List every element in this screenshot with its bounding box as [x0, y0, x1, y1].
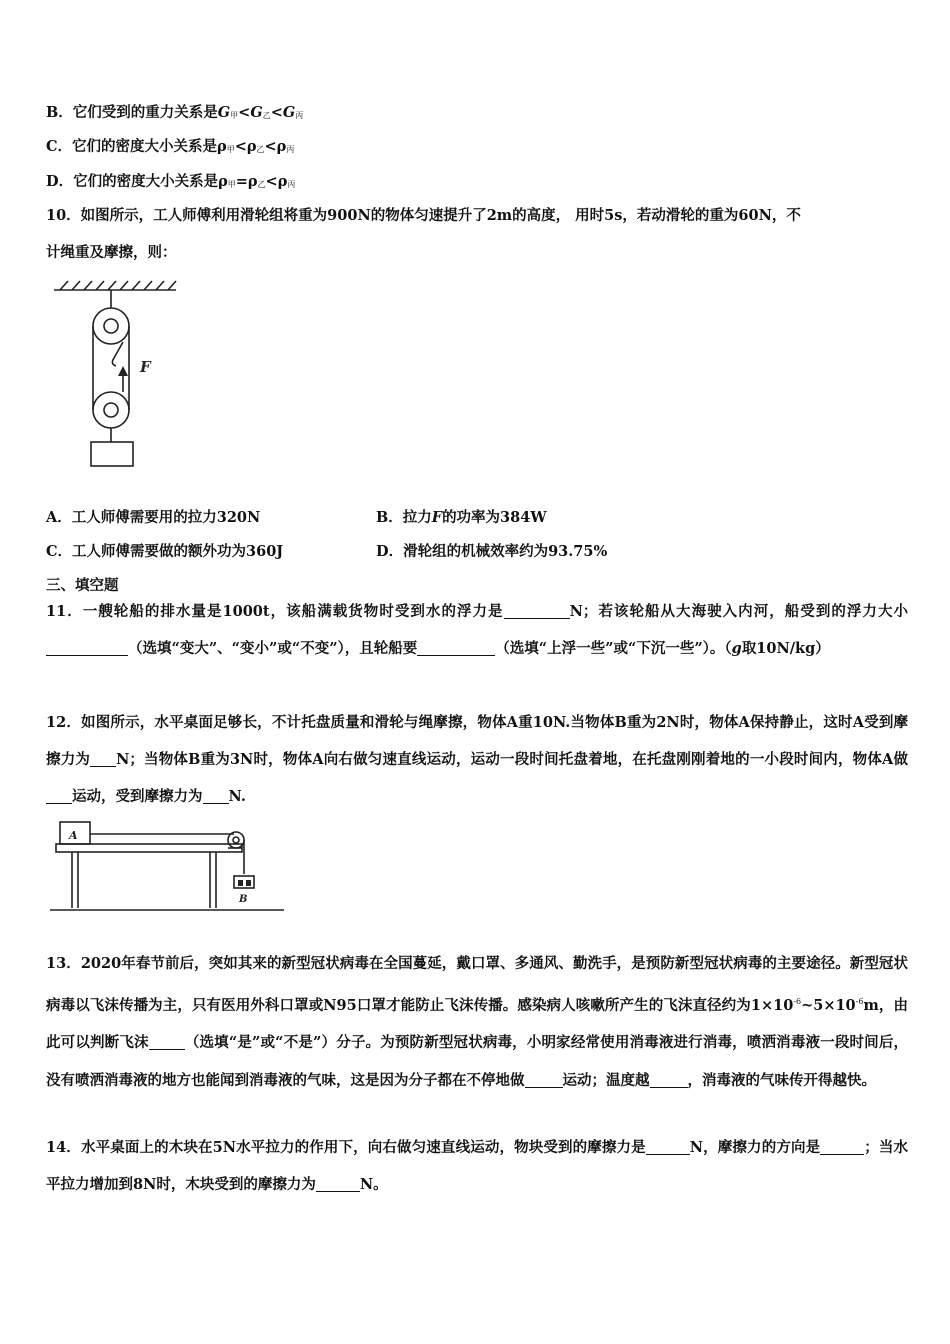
- q11-text: N；若该轮船从大海驶入内河，船受到的浮力大小: [569, 603, 908, 620]
- subscript: 丙: [287, 180, 296, 189]
- answer-blank[interactable]: [650, 1073, 688, 1088]
- relation: <: [270, 104, 283, 121]
- subscript: 丙: [295, 111, 304, 120]
- relation: =: [235, 173, 248, 190]
- q12-text: 运动，受到摩擦力为: [72, 788, 203, 805]
- q12: [46, 704, 908, 815]
- pulley-figure: [48, 278, 188, 473]
- weights: [238, 880, 251, 886]
- label-a: A: [69, 829, 78, 842]
- symbol: ρ: [277, 173, 288, 190]
- answer-blank[interactable]: [417, 641, 495, 656]
- q12-text: N.: [228, 788, 246, 805]
- q13-text: m，由此可以判断飞沫: [46, 996, 908, 1051]
- relation: <: [234, 138, 247, 155]
- fixed-pulley-hub: [104, 319, 118, 333]
- answer-blank[interactable]: [504, 604, 570, 619]
- symbol: G: [250, 104, 263, 121]
- answer-blank[interactable]: [820, 1140, 864, 1155]
- subscript: 乙: [262, 111, 271, 120]
- q12-text: N；当物体B重为3N时，物体A向右做匀速直线运动，运动一段时间托盘着地，在托盘刚刚着地的一小段时间内，物体A做: [116, 751, 909, 768]
- q14-text: N，摩擦力的方向是: [689, 1139, 821, 1156]
- q13-text: ~5×10: [801, 996, 856, 1014]
- q10-option-b: [376, 508, 547, 528]
- fixed-pulley: [93, 308, 129, 344]
- subscript: 甲: [227, 180, 236, 189]
- q13-text: 13．2020年春节前后，突如其来的新型冠状病毒在全国蔓延，戴口罩、多通风、勤洗手，是预防新型冠状病毒的主要途径。新型冠状病毒以飞沫传播为主，只有医用外科口罩或N95口罩才能防止飞沫传播。感染病人咳嗽所产生的飞沫直径约为1×10: [46, 955, 908, 1014]
- q12-text: 12．如图所示，水平桌面足够长，不计托盘质量和滑轮与绳摩擦，物体A重10N.当物体B重为2N时，物体A保持静止，这时A受到摩擦力为: [46, 714, 908, 768]
- q14-text: 14．水平桌面上的木块在5N水平拉力的作用下，向右做匀速直线运动，物块受到的摩擦力是: [46, 1139, 646, 1156]
- relation: <: [265, 173, 278, 190]
- answer-blank[interactable]: [46, 789, 72, 804]
- subscript: 甲: [230, 111, 239, 120]
- exponent: -6: [793, 996, 802, 1006]
- symbol: G: [217, 104, 231, 121]
- ceiling-hatch: [60, 281, 176, 290]
- rope-hook: [112, 342, 123, 366]
- force-arrow-head: [118, 366, 128, 376]
- table-pulley-figure: [50, 818, 290, 920]
- q13: [46, 945, 908, 1099]
- answer-blank[interactable]: [525, 1073, 563, 1088]
- answer-blank[interactable]: [149, 1035, 185, 1050]
- table-top: [56, 844, 242, 852]
- q13-text: （选填“是”或“不是”）分子。为预防新型冠状病毒，小明家经常使用消毒液进行消毒，喷洒消毒液一段时间后，没有喷洒消毒液的地方也能闻到消毒液的气味，这是因为分子都在不停地做: [46, 1034, 909, 1089]
- q11-text: （选填“上浮一些”或“下沉一些”）。（: [495, 640, 732, 657]
- q11-text: （选填“变大”、“变小”或“不变”），且轮船要: [128, 640, 418, 657]
- subscript: 乙: [256, 145, 265, 154]
- label-b: B: [239, 894, 248, 905]
- q11-text: 取10N/kg）: [741, 640, 830, 657]
- symbol: ρ: [217, 138, 227, 155]
- option-label: B．: [46, 104, 73, 121]
- q9-option-d: [46, 172, 295, 195]
- section-heading: 三、填空题: [46, 577, 119, 594]
- symbol: G: [282, 104, 296, 121]
- symbol: ρ: [247, 173, 258, 190]
- q10-option-a: A．工人师傅需要用的拉力320N: [46, 509, 261, 526]
- load-block: [91, 442, 133, 466]
- variable: F: [431, 509, 443, 526]
- q14-text: ；当水平拉力增加到8N时，木块受到的摩擦力为: [46, 1139, 908, 1193]
- q13-text: ，消毒液的气味传开得越快。: [687, 1071, 876, 1089]
- option-text: B．拉力: [376, 509, 432, 526]
- option-label: D．: [46, 173, 74, 190]
- option-text: 它们的密度大小关系是: [72, 138, 218, 155]
- answer-blank[interactable]: [46, 641, 128, 656]
- q11: [46, 593, 908, 667]
- q10-option-c: C．工人师傅需要做的额外功为360J: [46, 543, 284, 560]
- q10-stem-line1: 10．如图所示，工人师傅利用滑轮组将重为900N的物体匀速提升了2m的高度， 用时5s，若动滑轮的重为60N，不: [46, 207, 801, 224]
- answer-blank[interactable]: [90, 752, 116, 767]
- option-text: 它们的密度大小关系是: [73, 173, 219, 190]
- symbol: ρ: [218, 173, 228, 190]
- q13-text: 运动；温度越: [562, 1071, 650, 1089]
- subscript: 丙: [286, 145, 295, 154]
- answer-blank[interactable]: [316, 1177, 360, 1192]
- force-label: F: [140, 358, 151, 376]
- variable: g: [731, 640, 742, 657]
- option-text: 的功率为384W: [442, 509, 547, 526]
- answer-blank[interactable]: [646, 1140, 690, 1155]
- q10-stem-line2: 计绳重及摩擦，则：: [46, 244, 177, 261]
- symbol: ρ: [276, 138, 287, 155]
- pulley-axle: [233, 837, 239, 843]
- q11-text: 11．一艘轮船的排水量是1000t，该船满载货物时受到水的浮力是: [46, 603, 504, 620]
- subscript: 甲: [226, 145, 235, 154]
- subscript: 乙: [257, 180, 266, 189]
- relation: <: [238, 104, 251, 121]
- q14-text: N。: [359, 1176, 388, 1193]
- pulley-wheel: [228, 832, 244, 848]
- q9-option-b: [46, 103, 303, 126]
- relation: <: [264, 138, 277, 155]
- option-text: 它们受到的重力关系是: [72, 104, 218, 121]
- answer-blank[interactable]: [203, 789, 229, 804]
- option-label: C．: [46, 138, 73, 155]
- q14: [46, 1129, 908, 1203]
- symbol: ρ: [246, 138, 257, 155]
- q9-option-c: [46, 137, 294, 160]
- movable-pulley-hub: [104, 403, 118, 417]
- exponent: -6: [855, 996, 864, 1006]
- movable-pulley: [93, 392, 129, 428]
- q10-option-d: D．滑轮组的机械效率约为93.75%: [376, 543, 608, 560]
